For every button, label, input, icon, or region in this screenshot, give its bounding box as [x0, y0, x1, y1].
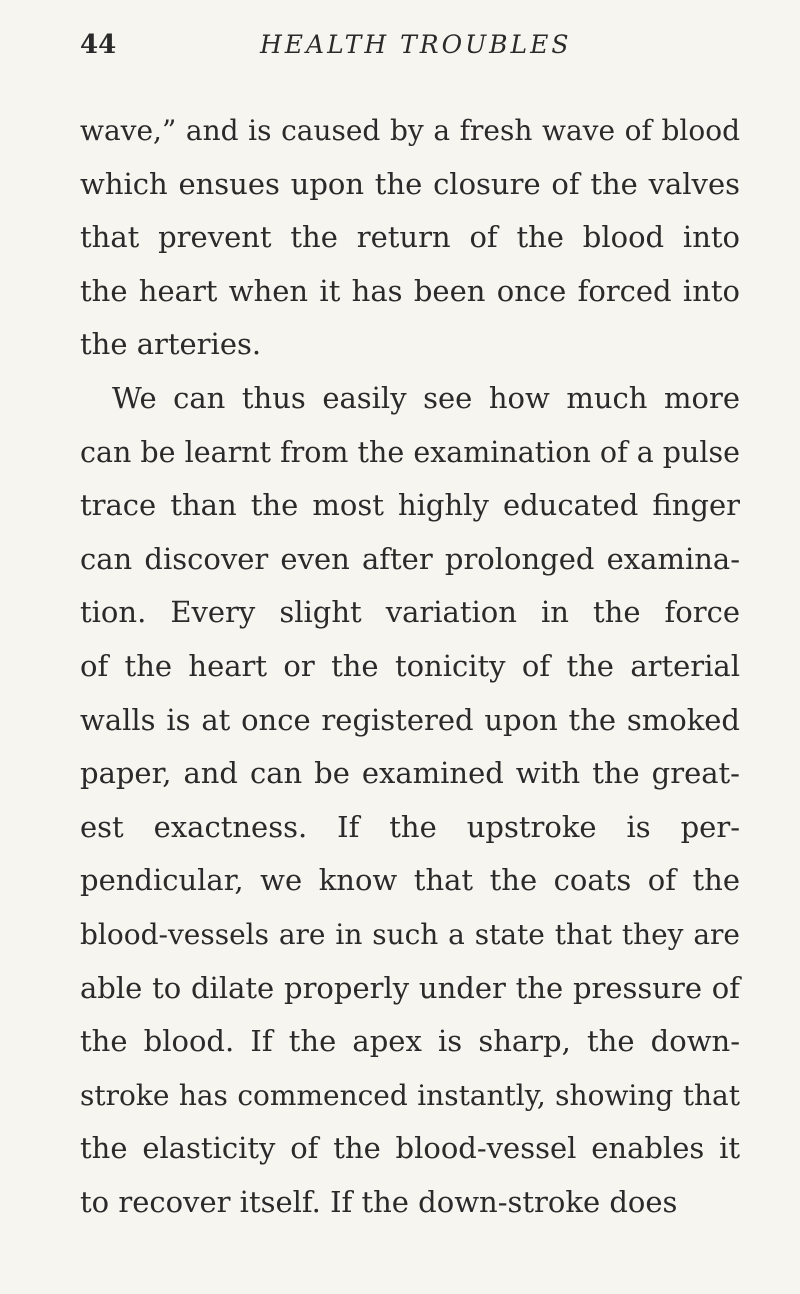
text-line: able to dilate properly under the pressure of: [80, 970, 740, 1005]
page-number: 44: [80, 30, 117, 60]
text-line: the arteries.: [80, 327, 262, 362]
text-line: trace than the most highly educated finger: [80, 488, 740, 523]
text-line: walls is at once registered upon the smoked: [80, 702, 740, 737]
text-line: of the heart or the tonicity of the arterial: [80, 648, 740, 683]
text-line: paper, and can be examined with the great-: [80, 756, 740, 791]
text-line: pendicular, we know that the coats of the: [80, 863, 740, 898]
text-line: wave,” and is caused by a fresh wave of blood: [80, 114, 740, 147]
text-line: est exactness. If the upstroke is per-: [80, 809, 740, 844]
text-line: can be learnt from the examination of a pulse: [80, 435, 740, 469]
text-line: blood-vessels are in such a state that they are: [80, 917, 740, 951]
text-line: the heart when it has been once forced into: [80, 273, 740, 308]
text-line: the blood. If the apex is sharp, the down-: [80, 1024, 740, 1059]
text-line: can discover even after prolonged examina-: [80, 541, 740, 576]
body-text: [80, 104, 740, 1229]
text-line: tion. Every slight variation in the force: [80, 595, 740, 630]
text-line: which ensues upon the closure of the valves: [80, 166, 740, 201]
text-line: the elasticity of the blood-vessel enables it: [80, 1131, 740, 1166]
text-line: to recover itself. If the down-stroke does: [80, 1184, 678, 1219]
text-line: We can thus easily see how much more: [112, 380, 740, 415]
text-line: stroke has commenced instantly, showing that: [80, 1078, 740, 1112]
page-header: [80, 30, 740, 70]
text-line: that prevent the return of the blood into: [80, 220, 740, 255]
running-head: HEALTH TROUBLES: [260, 30, 572, 59]
